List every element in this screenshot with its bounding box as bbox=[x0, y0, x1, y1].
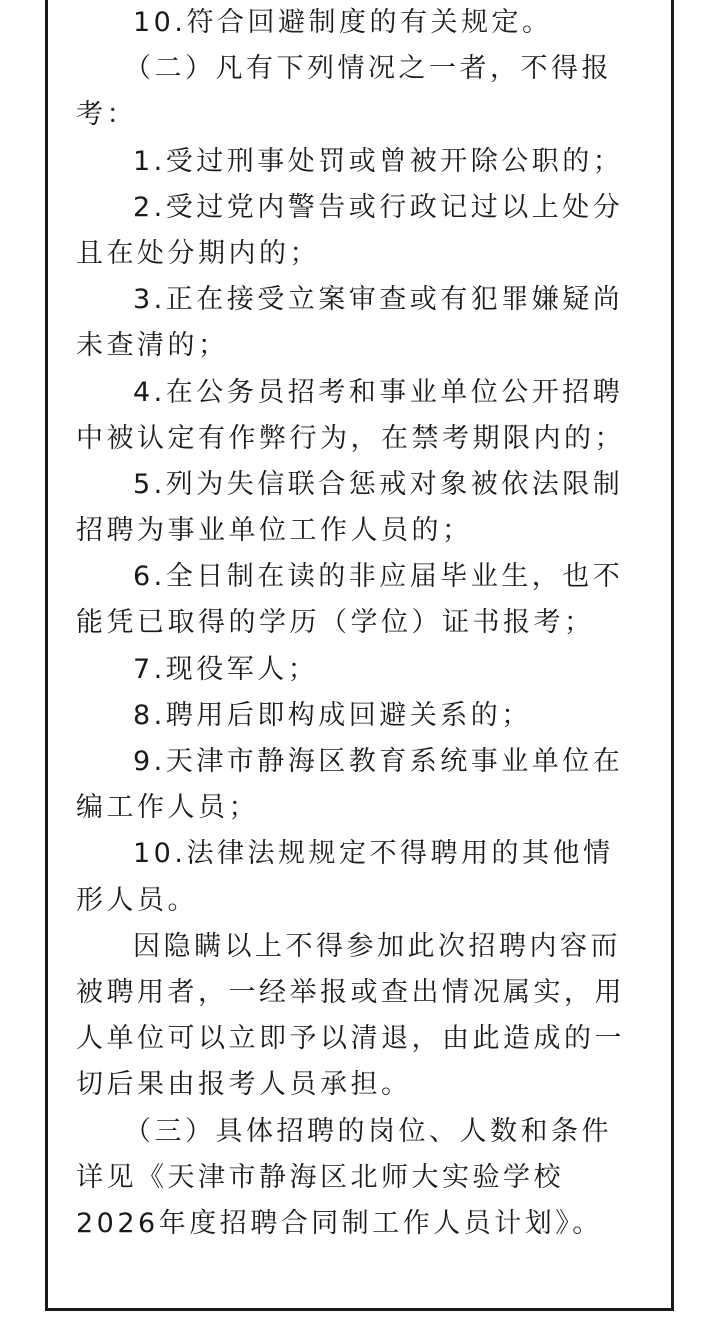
rule-10-line: 10.符合回避制度的有关规定。 bbox=[133, 7, 553, 38]
exclusion-5-line-2: 招聘为事业单位工作人员的； bbox=[76, 515, 473, 547]
exclusion-9-line-2: 编工作人员； bbox=[76, 792, 259, 824]
section-2-heading-line-2: 考： bbox=[76, 99, 137, 131]
concealment-paragraph-line-3: 人单位可以立即予以清退，由此造成的一 bbox=[76, 1023, 625, 1055]
concealment-paragraph-line-2: 被聘用者，一经举报或查出情况属实，用 bbox=[76, 976, 625, 1008]
exclusion-3-line-2: 未查清的； bbox=[76, 330, 229, 362]
section-2-heading-line-1: （二）凡有下列情况之一者，不得报 bbox=[124, 53, 612, 85]
section-3-line-2: 详见《天津市静海区北师大实验学校 bbox=[76, 1161, 564, 1193]
exclusion-8-line: 8.聘用后即构成回避关系的； bbox=[133, 699, 532, 731]
exclusion-4-line-1: 4.在公务员招考和事业单位公开招聘 bbox=[133, 376, 624, 408]
exclusion-10-line-2: 形人员。 bbox=[76, 884, 198, 916]
exclusion-10-line-1: 10.法律法规规定不得聘用的其他情 bbox=[133, 838, 614, 870]
exclusion-6-line-2: 能凭已取得的学历（学位）证书报考； bbox=[76, 607, 595, 639]
exclusion-9-line-1: 9.天津市静海区教育系统事业单位在 bbox=[133, 746, 624, 777]
exclusion-2-line-2: 且在处分期内的； bbox=[76, 237, 320, 269]
exclusion-4-line-2: 中被认定有作弊行为，在禁考期限内的； bbox=[76, 422, 625, 454]
concealment-paragraph-line-1: 因隐瞒以上不得参加此次招聘内容而 bbox=[133, 930, 621, 962]
document-body bbox=[76, 0, 646, 1247]
exclusion-1-line: 1.受过刑事处罚或曾被开除公职的； bbox=[133, 145, 624, 177]
exclusion-5-line-1: 5.列为失信联合惩戒对象被依法限制 bbox=[133, 468, 624, 500]
exclusion-7-line: 7.现役军人； bbox=[133, 653, 319, 685]
concealment-paragraph-line-4: 切后果由报考人员承担。 bbox=[76, 1069, 412, 1101]
section-3-line-1: （三）具体招聘的岗位、人数和条件 bbox=[124, 1115, 612, 1147]
exclusion-3-line-1: 3.正在接受立案审查或有犯罪嫌疑尚 bbox=[133, 284, 624, 316]
exclusion-2-line-1: 2.受过党内警告或行政记过以上处分 bbox=[133, 191, 624, 223]
section-3-line-3: 2026年度招聘合同制工作人员计划》。 bbox=[76, 1207, 603, 1239]
exclusion-6-line-1: 6.全日制在读的非应届毕业生，也不 bbox=[133, 561, 624, 593]
